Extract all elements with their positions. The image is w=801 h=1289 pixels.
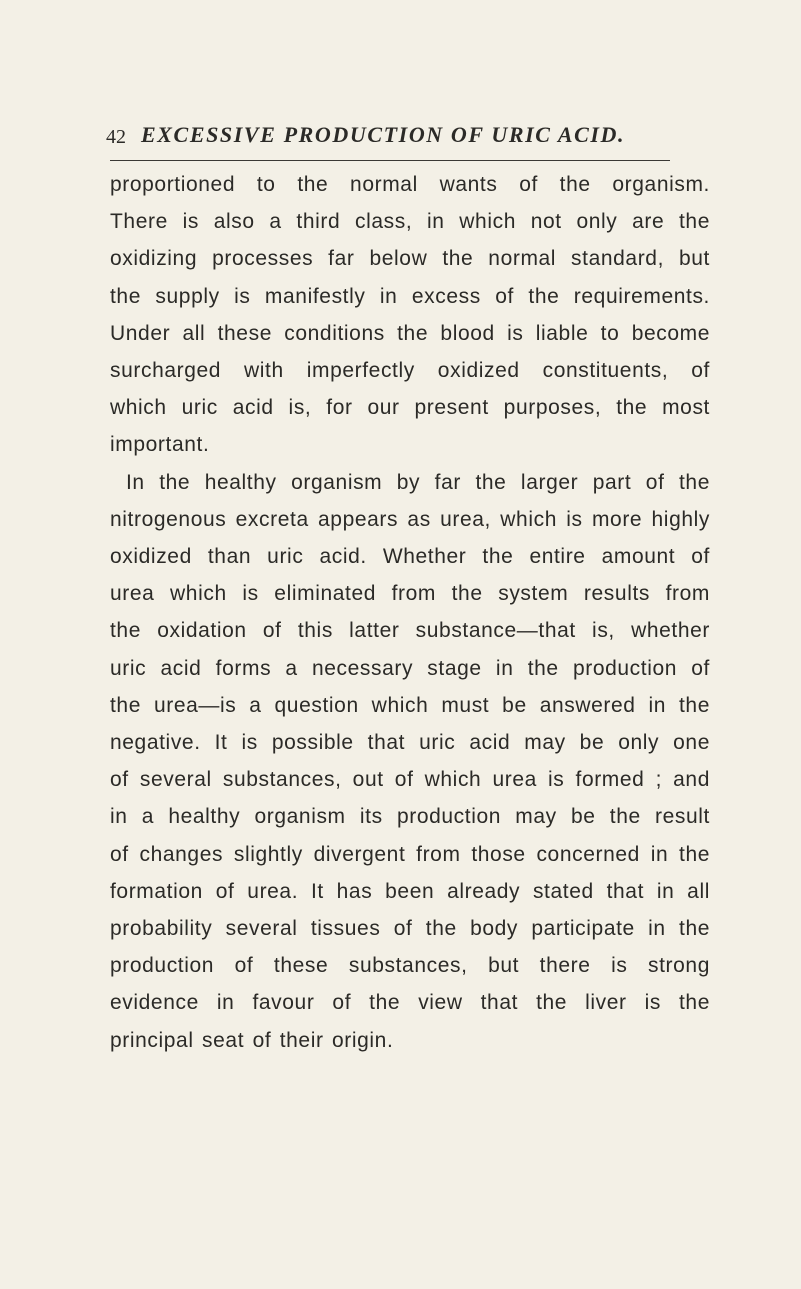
text-line: of changes slightly divergent from those concerned in the (110, 842, 710, 866)
text-line: negative. It is possible that uric acid may be only one (110, 731, 710, 755)
page-number: 42 (106, 126, 126, 148)
body-text (110, 166, 710, 1059)
running-head (106, 122, 666, 154)
text-line: probability several tissues of the body participate in the (110, 917, 710, 941)
text-line: oxidizing processes far below the normal standard, but (110, 247, 710, 271)
text-line: proportioned to the normal wants of the organism. (110, 173, 710, 196)
text-line: Under all these conditions the blood is liable to become (110, 321, 710, 345)
text-line: the supply is manifestly in excess of the requirements. (110, 284, 710, 308)
running-title: EXCESSIVE PRODUCTION OF URIC ACID. (141, 122, 626, 147)
text-line: principal seat of their origin. (110, 1028, 394, 1052)
text-line: uric acid forms a necessary stage in the production of (110, 656, 710, 680)
text-line: formation of urea. It has been already stated that in all (110, 879, 710, 903)
text-line: the oxidation of this latter substance—that is, whether (110, 619, 710, 643)
text-line: surcharged with imperfectly oxidized constituents, of (110, 359, 710, 383)
header-rule (110, 160, 670, 161)
text-line: the urea—is a question which must be answered in the (110, 693, 710, 717)
text-line: urea which is eliminated from the system results from (110, 582, 710, 606)
text-line: In the healthy organism by far the larger part of the (126, 470, 710, 494)
text-line: evidence in favour of the view that the liver is the (110, 991, 710, 1015)
text-line: of several substances, out of which urea is formed ; and (110, 768, 710, 792)
paragraph-1 (110, 166, 710, 464)
text-line: production of these substances, but there is strong (110, 954, 710, 978)
text-line: There is also a third class, in which not only are the (110, 210, 710, 234)
text-line: oxidized than uric acid. Whether the entire amount of (110, 545, 710, 569)
text-line: important. (110, 433, 210, 457)
text-line: nitrogenous excreta appears as urea, which is more highly (110, 507, 710, 531)
text-line: in a healthy organism its production may be the result (110, 805, 710, 829)
text-line: which uric acid is, for our present purposes, the most (110, 396, 710, 420)
paragraph-2 (110, 464, 710, 1059)
